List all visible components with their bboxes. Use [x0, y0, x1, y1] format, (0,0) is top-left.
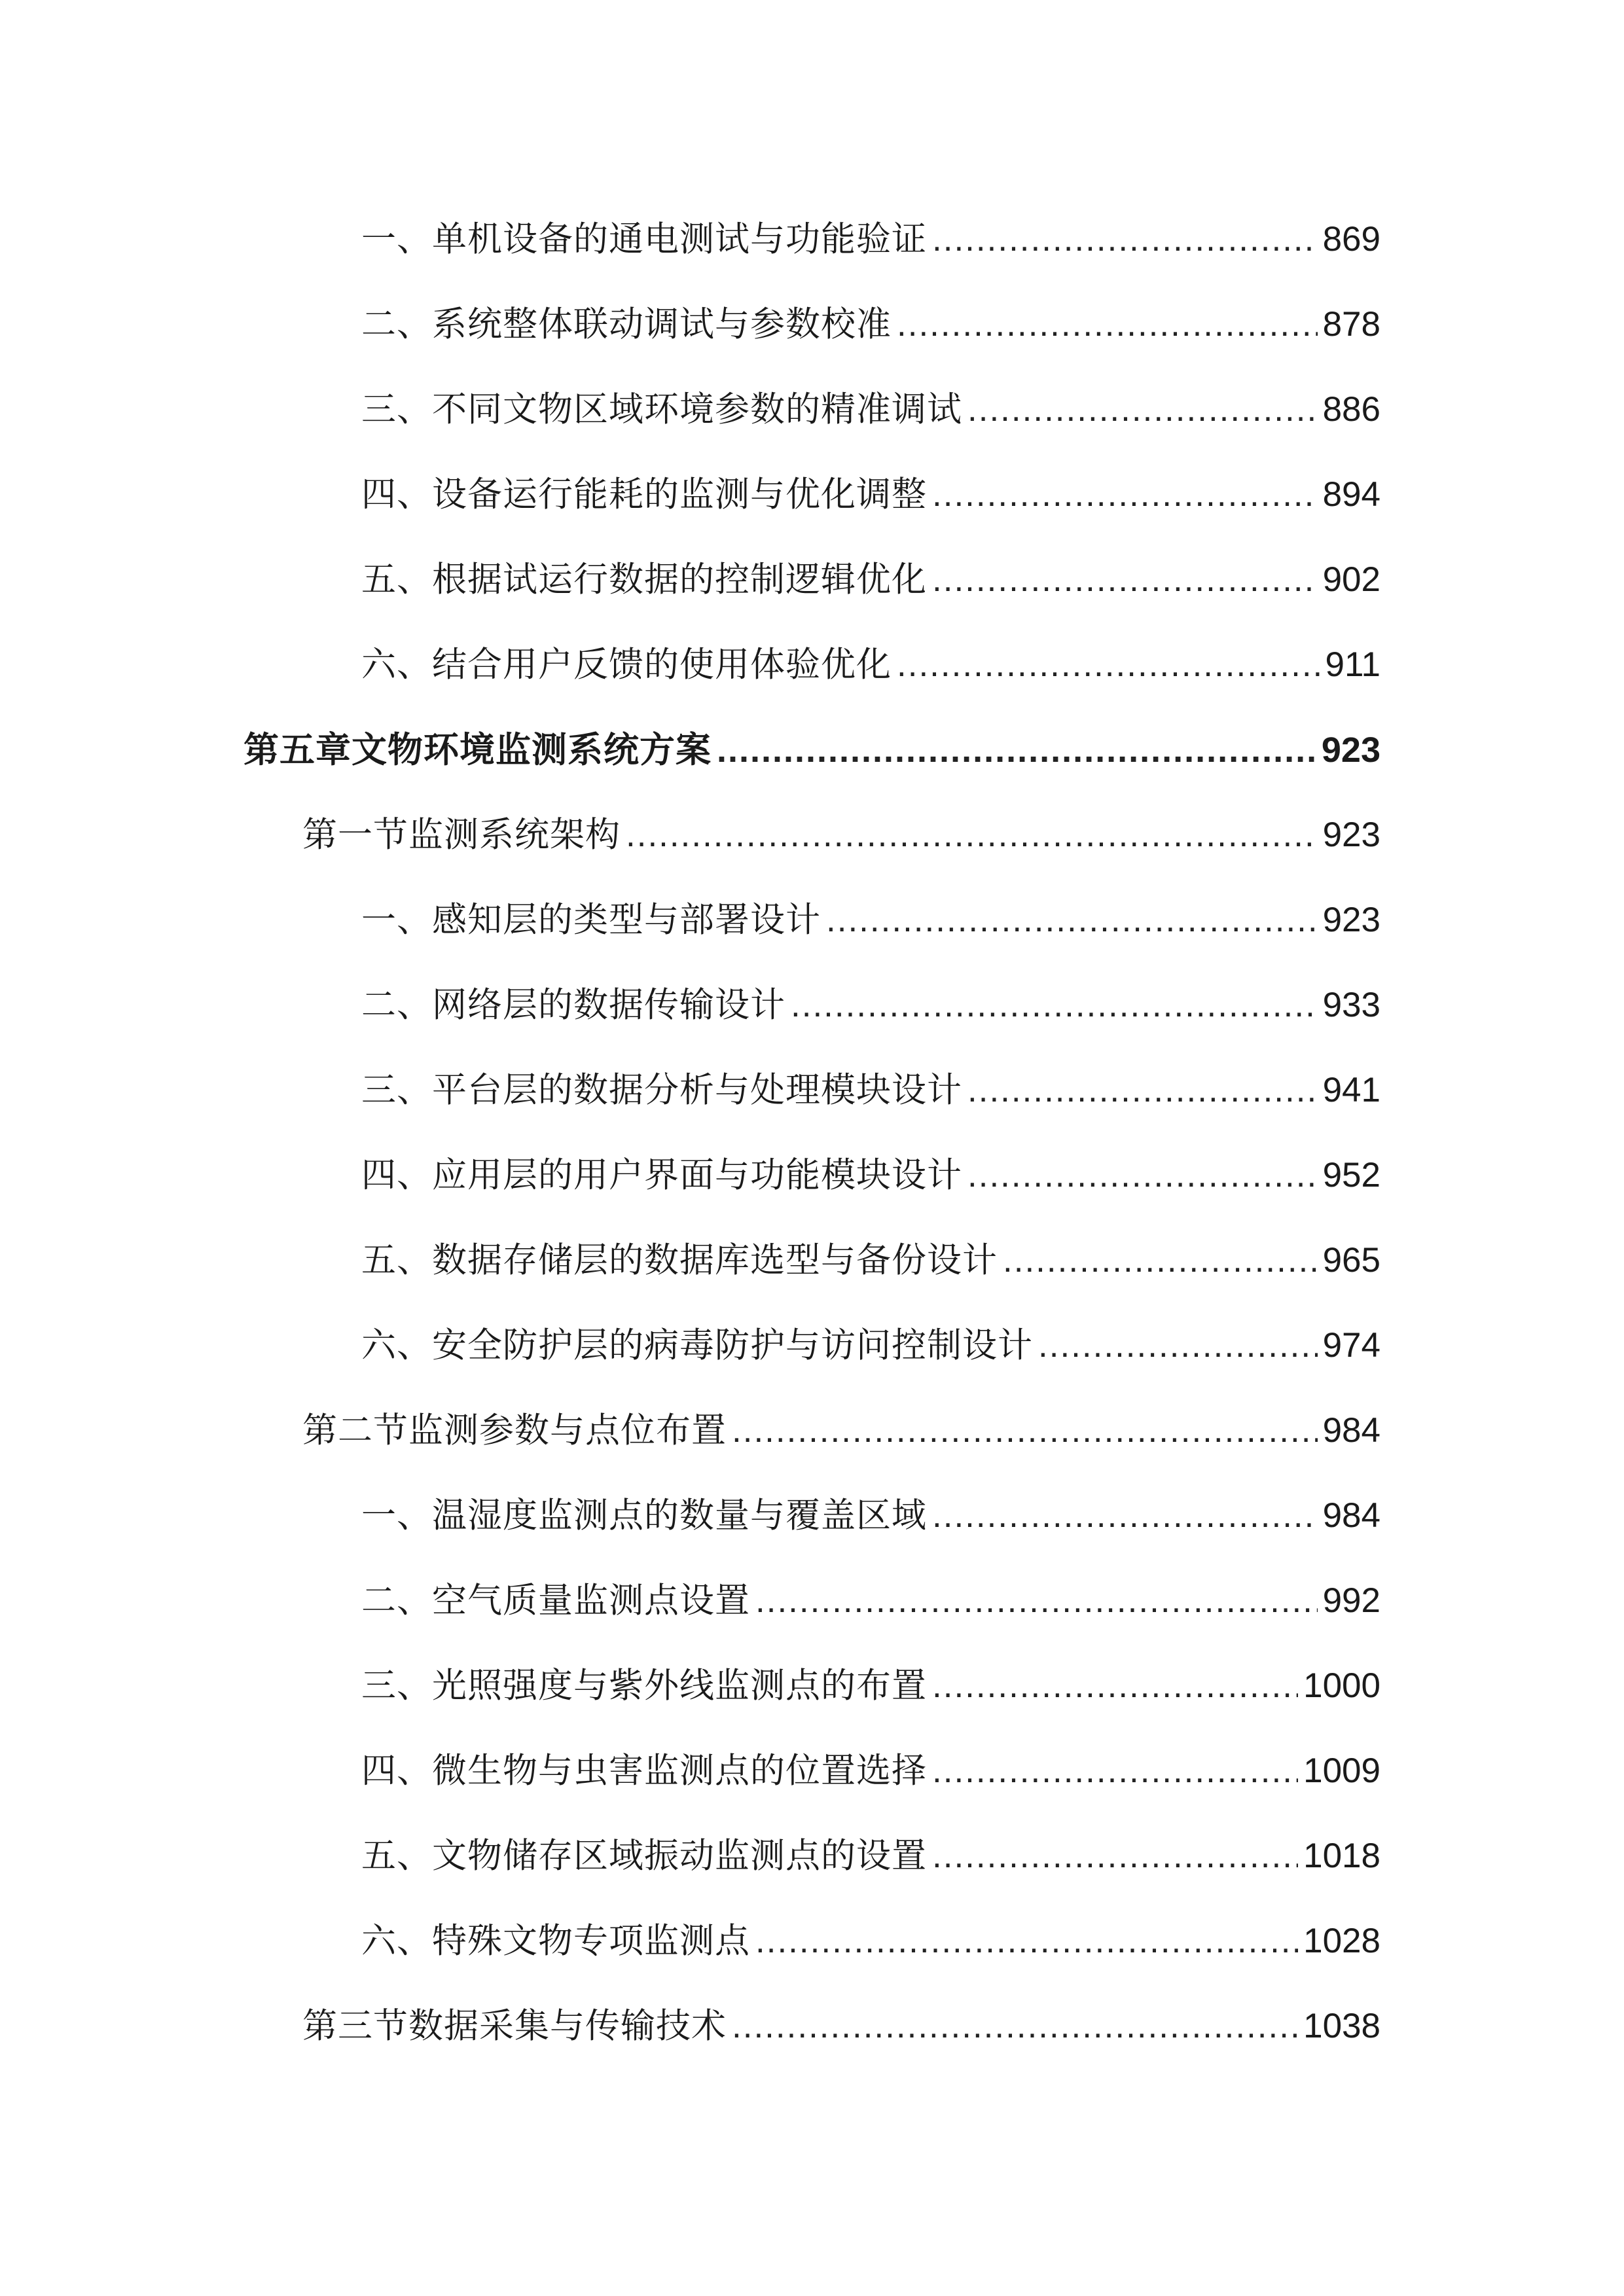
toc-entry[interactable] [361, 469, 1380, 521]
toc-entry-title: 二、空气质量监测点设置 [361, 1581, 750, 1621]
toc-dot-leader [932, 554, 1318, 606]
toc-entry[interactable] [361, 1234, 1380, 1287]
toc-entry-page: 1018 [1303, 1837, 1380, 1875]
toc-entry[interactable] [361, 639, 1380, 691]
toc-entry[interactable] [361, 1915, 1380, 1967]
toc-dot-leader [1038, 1319, 1318, 1372]
toc-entry[interactable] [361, 1319, 1380, 1372]
toc-entry-page: 1009 [1303, 1751, 1380, 1790]
toc-entry-title: 一、单机设备的通电测试与功能验证 [361, 219, 927, 259]
toc-entry-page: 974 [1322, 1326, 1380, 1365]
toc-entry[interactable] [361, 894, 1380, 946]
toc-entry-page: 923 [1322, 816, 1380, 854]
toc-dot-leader [967, 1064, 1318, 1117]
toc-entry-title: 三、不同文物区域环境参数的精准调试 [361, 389, 962, 429]
toc-entry[interactable] [361, 1149, 1380, 1202]
toc-entry-page: 984 [1322, 1496, 1380, 1535]
toc-entry-page: 911 [1325, 645, 1380, 684]
toc-entry-title: 二、网络层的数据传输设计 [361, 985, 785, 1025]
toc-entry-title: 六、特殊文物专项监测点 [361, 1921, 750, 1961]
toc-section-entry[interactable] [302, 2000, 1380, 2053]
toc-dot-leader [932, 469, 1318, 521]
toc-dot-leader [897, 639, 1320, 691]
toc-entry-page: 933 [1322, 986, 1380, 1024]
toc-entry[interactable] [361, 298, 1380, 351]
toc-entry-title: 第二节监测参数与点位布置 [302, 1410, 727, 1450]
toc-entry-title: 第一节监测系统架构 [302, 815, 621, 855]
toc-dot-leader [791, 979, 1318, 1031]
toc-entry-title: 四、应用层的用户界面与功能模块设计 [361, 1155, 962, 1195]
toc-entry[interactable] [361, 1575, 1380, 1627]
toc-entry-page: 886 [1322, 390, 1380, 429]
toc-dot-leader [732, 1405, 1318, 1457]
toc-dot-leader [932, 213, 1318, 266]
toc-dot-leader [755, 1575, 1318, 1627]
toc-dot-leader [626, 809, 1318, 861]
toc-entry-page: 941 [1322, 1071, 1380, 1109]
toc-dot-leader [932, 1490, 1318, 1542]
toc-entry[interactable] [361, 1830, 1380, 1882]
toc-entry-title: 四、微生物与虫害监测点的位置选择 [361, 1751, 927, 1791]
toc-entry-page: 902 [1322, 560, 1380, 599]
toc-entry-title: 三、平台层的数据分析与处理模块设计 [361, 1070, 962, 1110]
toc-entry-title: 五、数据存储层的数据库选型与备份设计 [361, 1240, 998, 1280]
toc-entry[interactable] [361, 1745, 1380, 1797]
toc-entry-page: 894 [1322, 475, 1380, 514]
toc-entry-title: 三、光照强度与紫外线监测点的布置 [361, 1666, 927, 1706]
toc-entry-page: 869 [1322, 220, 1380, 259]
toc-entry-page: 923 [1322, 901, 1380, 939]
toc-entry-title: 六、结合用户反馈的使用体验优化 [361, 645, 892, 685]
toc-dot-leader [967, 384, 1318, 436]
toc-section-entry[interactable] [302, 1405, 1380, 1457]
toc-entry-title: 一、温湿度监测点的数量与覆盖区域 [361, 1496, 927, 1535]
toc-dot-leader [732, 2000, 1298, 2053]
toc-entry[interactable] [361, 213, 1380, 266]
toc-dot-leader [755, 1915, 1298, 1967]
toc-dot-leader [967, 1149, 1318, 1202]
toc-entry-page: 952 [1322, 1156, 1380, 1194]
toc-entry-title: 第三节数据采集与传输技术 [302, 2006, 727, 2046]
toc-entry-title: 四、设备运行能耗的监测与优化调整 [361, 475, 927, 514]
toc-entry-title: 第五章文物环境监测系统方案 [244, 729, 712, 770]
toc-entry-page: 992 [1322, 1581, 1380, 1620]
toc-entry-title: 一、感知层的类型与部署设计 [361, 900, 821, 940]
toc-entry-page: 984 [1322, 1411, 1380, 1450]
toc-dot-leader [932, 1745, 1298, 1797]
toc-entry-title: 五、根据试运行数据的控制逻辑优化 [361, 560, 927, 600]
toc-dot-leader [1003, 1234, 1318, 1287]
toc-chapter-entry[interactable] [244, 724, 1380, 776]
toc-entry-title: 五、文物储存区域振动监测点的设置 [361, 1836, 927, 1876]
toc-dot-leader [932, 1660, 1298, 1712]
toc-entry-page: 965 [1322, 1241, 1380, 1280]
toc-dot-leader [897, 298, 1318, 351]
toc-entry-page: 1038 [1303, 2007, 1380, 2045]
toc-entry[interactable] [361, 979, 1380, 1031]
toc-entry[interactable] [361, 1660, 1380, 1712]
toc-entry[interactable] [361, 1490, 1380, 1542]
toc-entry-page: 923 [1321, 730, 1380, 770]
toc-entry[interactable] [361, 554, 1380, 606]
toc-entry-title: 二、系统整体联动调试与参数校准 [361, 304, 892, 344]
toc-entry[interactable] [361, 384, 1380, 436]
toc-dot-leader [717, 724, 1316, 776]
toc-entry-page: 1028 [1303, 1922, 1380, 1960]
toc-entry[interactable] [361, 1064, 1380, 1117]
toc-dot-leader [826, 894, 1318, 946]
toc-entry-page: 1000 [1303, 1666, 1380, 1705]
toc-entry-page: 878 [1322, 305, 1380, 344]
toc-dot-leader [932, 1830, 1298, 1882]
toc-section-entry[interactable] [302, 809, 1380, 861]
toc-entry-title: 六、安全防护层的病毒防护与访问控制设计 [361, 1325, 1033, 1365]
